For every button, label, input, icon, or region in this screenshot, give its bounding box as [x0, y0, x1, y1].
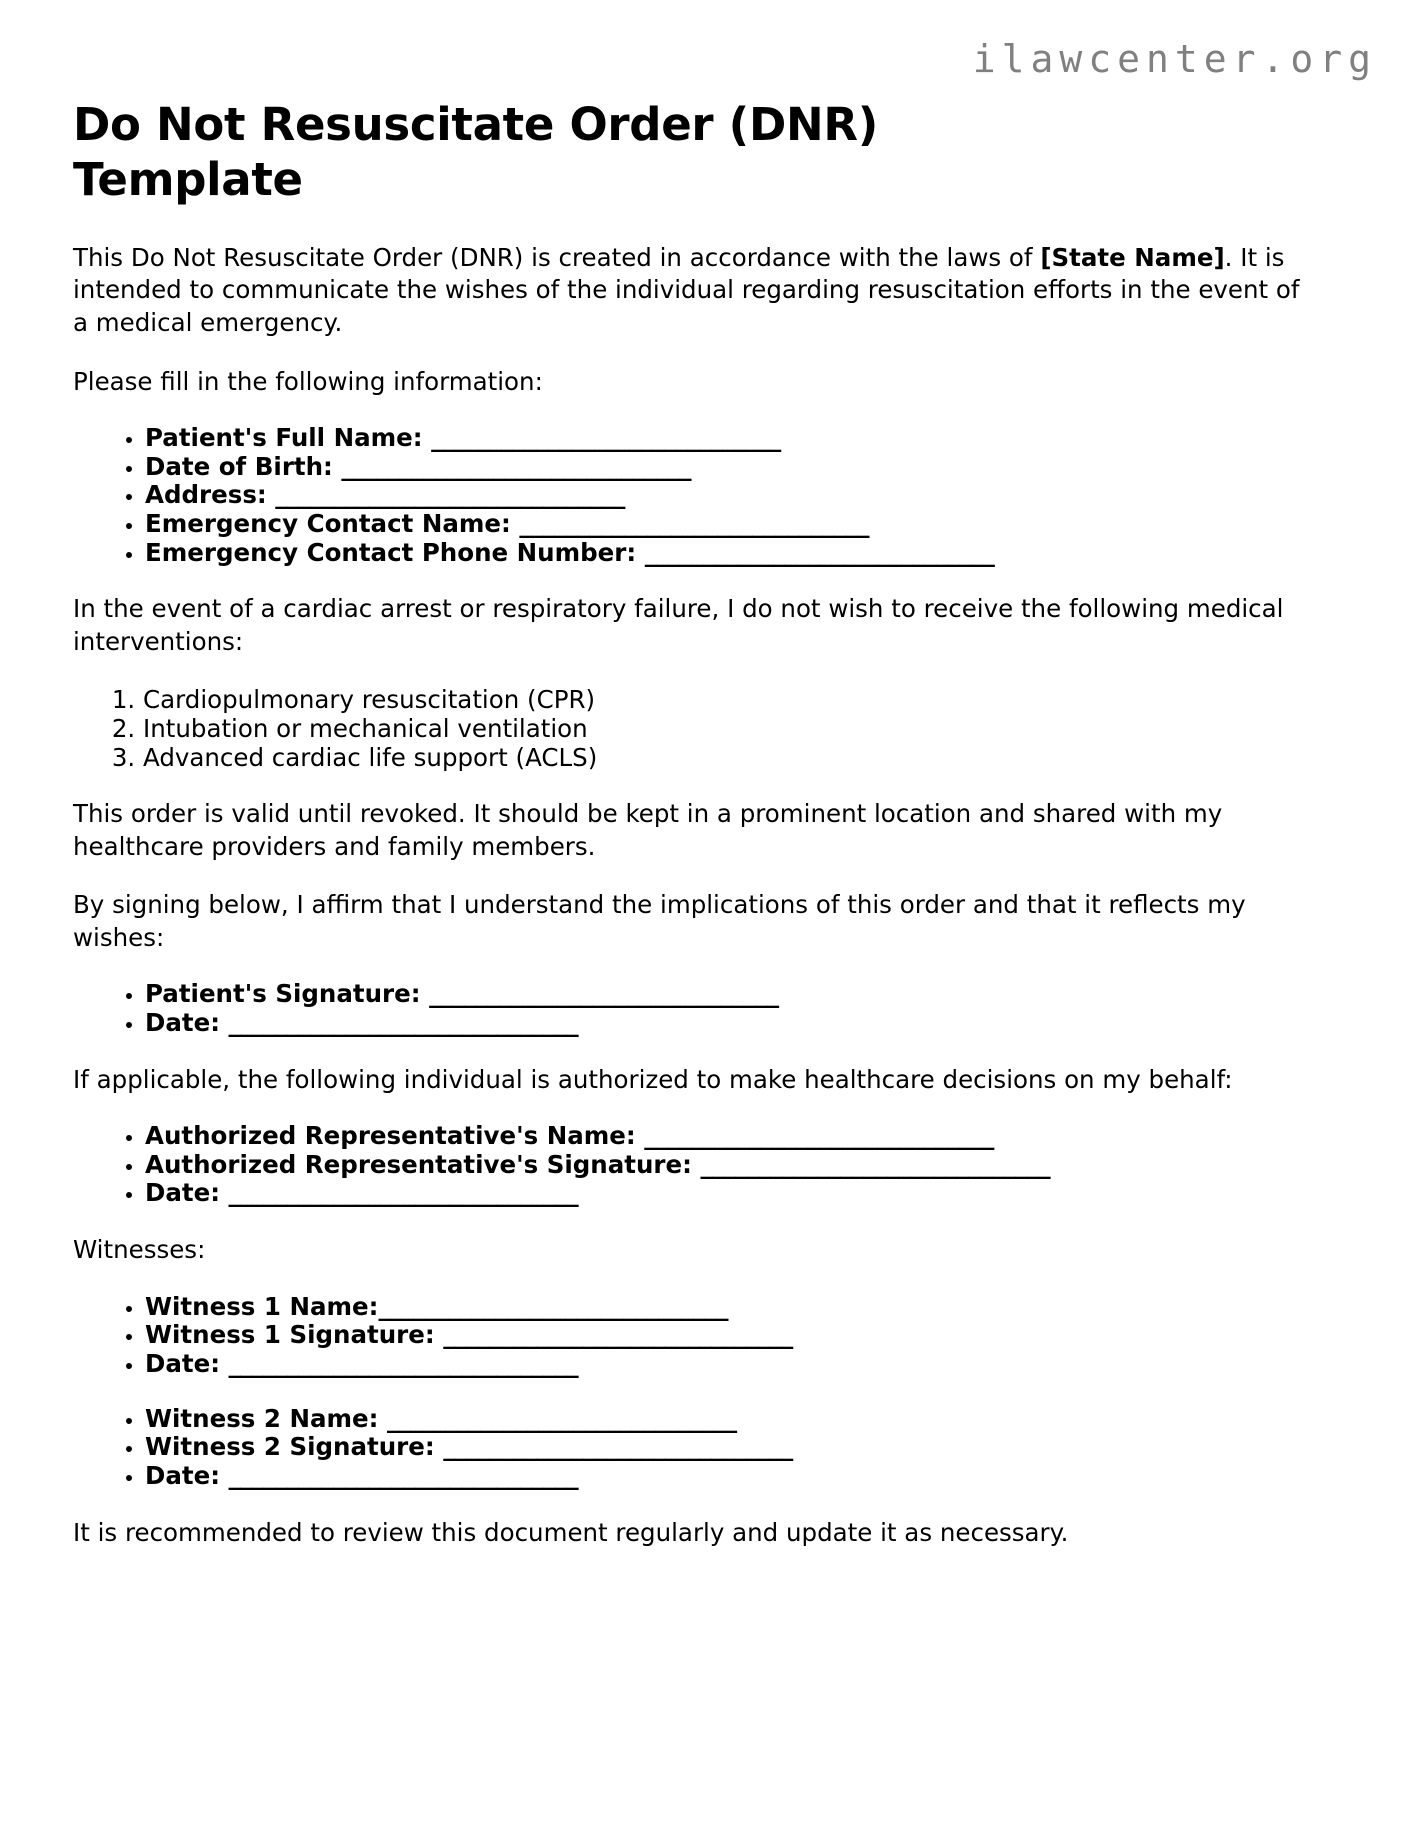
- field-label: Authorized Representative's Signature:: [145, 1149, 692, 1179]
- list-item: 1. Cardiopulmonary resuscitation (CPR): [143, 685, 1335, 714]
- witness-1-field-list: [73, 1293, 1335, 1379]
- field-blank-line[interactable]: ______________________________: [341, 451, 691, 481]
- field-blank-line[interactable]: ______________________________: [429, 979, 779, 1009]
- page-title: Do Not Resuscitate Order (DNR) Template: [73, 98, 878, 206]
- field-label: Address:: [145, 480, 267, 510]
- field-blank-line[interactable]: ______________________________: [644, 1121, 994, 1151]
- footer-note: It is recommended to review this document regularly and update it as necessary.: [73, 1517, 1069, 1547]
- intro-paragraph: [73, 242, 1313, 340]
- field-label: Witness 1 Signature:: [145, 1320, 435, 1350]
- field-blank-line[interactable]: ______________________________: [519, 509, 869, 539]
- field-label: Patient's Signature:: [145, 979, 421, 1009]
- list-item: [145, 980, 1335, 1009]
- field-label: Witness 1 Name:: [145, 1291, 379, 1321]
- list-item: [145, 481, 1335, 510]
- field-blank-line[interactable]: ______________________________: [275, 480, 625, 510]
- list-item: [145, 1179, 1335, 1208]
- list-item: [145, 510, 1335, 539]
- field-blank-line[interactable]: ______________________________: [228, 1349, 579, 1379]
- field-label: Date:: [145, 1007, 220, 1037]
- witness-2-field-list: [73, 1405, 1335, 1491]
- representative-field-list: [73, 1122, 1335, 1208]
- field-label: Witness 2 Name:: [145, 1403, 379, 1433]
- site-watermark: ilawcenter.org: [972, 37, 1377, 81]
- patient-info-field-list: [73, 424, 1335, 567]
- witnesses-heading: Witnesses:: [73, 1235, 206, 1265]
- intro-text-part2: . It is intended to communicate the wishes of the individual regarding resuscitation efforts in the event of a medical emergency.: [73, 242, 1300, 337]
- list-item: [145, 453, 1335, 482]
- interventions-intro-paragraph: In the event of a cardiac arrest or respiratory failure, I do not wish to receive the following medical interventions:: [73, 594, 1284, 656]
- list-item: 3. Advanced cardiac life support (ACLS): [143, 743, 1335, 772]
- field-label: Date:: [145, 1460, 220, 1490]
- list-item: [145, 1122, 1335, 1151]
- field-blank-line[interactable]: ______________________________: [386, 1403, 737, 1433]
- fill-in-prompt: Please fill in the following information:: [73, 366, 543, 396]
- document-content: [73, 98, 1335, 1575]
- field-label: Date of Birth:: [145, 451, 333, 481]
- list-item: [145, 1293, 1335, 1322]
- field-blank-line[interactable]: ______________________________: [644, 537, 995, 567]
- authorized-representative-paragraph: If applicable, the following individual is authorized to make healthcare decisions on my behalf:: [73, 1064, 1233, 1094]
- signing-affirmation-paragraph: By signing below, I affirm that I understand the implications of this order and that it reflects my wishes:: [73, 890, 1246, 952]
- field-blank-line[interactable]: ______________________________: [378, 1291, 728, 1321]
- field-label: Authorized Representative's Name:: [145, 1121, 636, 1151]
- field-blank-line[interactable]: ______________________________: [443, 1432, 793, 1462]
- field-blank-line[interactable]: ______________________________: [700, 1149, 1050, 1179]
- patient-signature-field-list: [73, 980, 1335, 1037]
- state-name-placeholder: [State Name]: [1040, 242, 1225, 272]
- list-item: [145, 539, 1335, 568]
- field-blank-line[interactable]: ______________________________: [228, 1007, 579, 1037]
- field-label: Patient's Full Name:: [145, 423, 423, 453]
- field-label: Emergency Contact Phone Number:: [145, 537, 637, 567]
- interventions-list: [73, 685, 1335, 772]
- field-blank-line[interactable]: ______________________________: [228, 1460, 579, 1490]
- field-blank-line[interactable]: ______________________________: [443, 1320, 793, 1350]
- list-item: [145, 1433, 1335, 1462]
- field-label: Emergency Contact Name:: [145, 509, 511, 539]
- witness-block-spacer: [73, 1379, 1335, 1405]
- validity-paragraph: This order is valid until revoked. It should be kept in a prominent location and shared with my healthcare providers and family members.: [73, 798, 1223, 861]
- field-blank-line[interactable]: ______________________________: [228, 1178, 579, 1208]
- field-label: Date:: [145, 1178, 220, 1208]
- field-label: Date:: [145, 1349, 220, 1379]
- intro-text-part1: This Do Not Resuscitate Order (DNR) is created in accordance with the laws of: [73, 242, 1041, 272]
- list-item: [145, 1462, 1335, 1491]
- list-item: [145, 1350, 1335, 1379]
- list-item: [145, 1321, 1335, 1350]
- list-item: [145, 1151, 1335, 1180]
- field-blank-line[interactable]: ______________________________: [431, 423, 781, 453]
- list-item: 2. Intubation or mechanical ventilation: [143, 714, 1335, 743]
- list-item: [145, 424, 1335, 453]
- field-label: Witness 2 Signature:: [145, 1432, 435, 1462]
- list-item: [145, 1009, 1335, 1038]
- list-item: [145, 1405, 1335, 1434]
